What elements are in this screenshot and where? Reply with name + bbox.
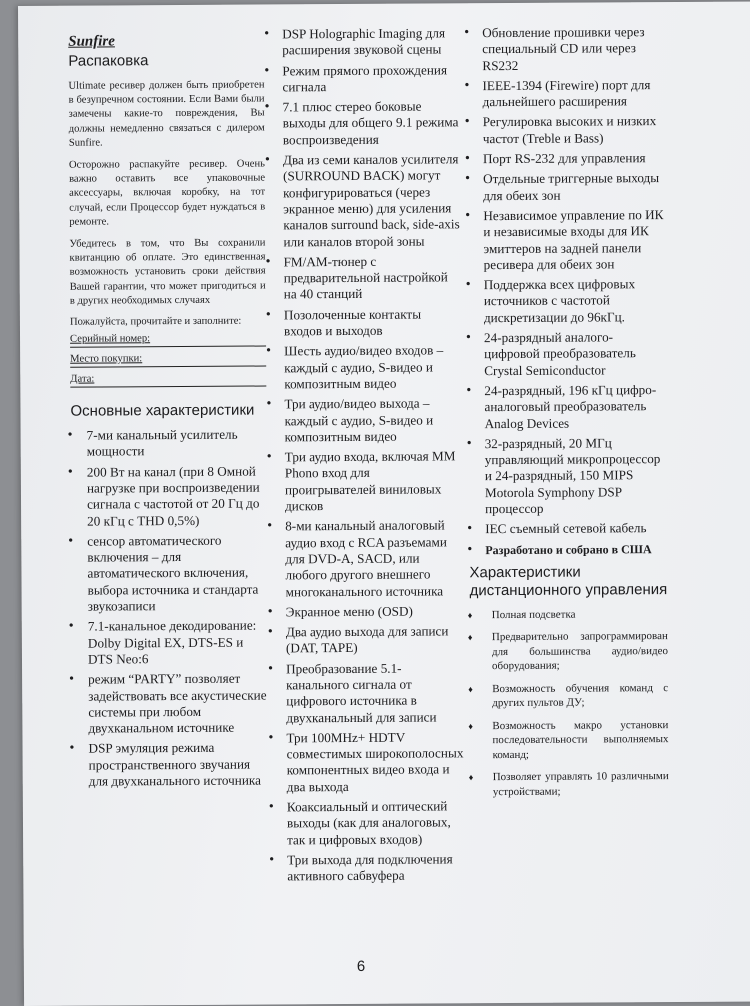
place-of-purchase-field: Место покупки: (70, 353, 266, 368)
list-item: ♦ Полная подсветка (467, 608, 576, 622)
list-item: • сенсор автоматического включения – для автоматического включения, выбора источника и стандарта звукозаписи (68, 532, 259, 614)
list-item: • 7-ми канальный усилитель мощности (67, 426, 238, 459)
fill-in-intro: Пожалуйста, прочитайте и заполните: (69, 315, 242, 328)
list-item: • 24-разрядный аналого-цифровой преобразователь Crystal Semiconductor (465, 329, 636, 378)
list-item: • Два из семи каналов усилителя (SURROUND BACK) могут конфигурироваться (через экранное меню) для усиления каналов surround back, side-axis или каналов второй зоны (264, 151, 460, 249)
document-page (18, 1, 750, 1006)
bullet-icon: • (264, 99, 270, 115)
bullet-icon: • (264, 63, 270, 79)
list-item: • 8-ми канальный аналоговый аудио вход с RCA разъемами для DVD-A, SACD, или любого другого внешнего многоканального источника (267, 517, 447, 599)
bullet-icon: • (266, 396, 272, 412)
list-item: • Три аудио входа, включая MM Phono вход для проигрывателей виниловых дисков (266, 448, 456, 514)
list-item: • FM/AM-тюнер с предварительной настройкой на 40 станций (265, 253, 448, 302)
remote-features-list (464, 607, 669, 800)
bullet-icon: • (68, 533, 74, 549)
list-item: • Независимое управление по ИК и независимые входы для ИК эмиттеров на задней панели ресивера для обеих зон (465, 207, 664, 273)
bullet-icon: • (266, 343, 272, 359)
column-3 (460, 24, 669, 808)
list-item: • Шесть аудио/видео входов – каждый с аудио, S-видео и композитным видео (266, 342, 444, 392)
list-item: • Два аудио выхода для записи (DAT, TAPE) (267, 623, 449, 656)
list-item: • IEC съемный сетевой кабель (467, 520, 647, 537)
bullet-icon: • (268, 730, 274, 746)
serial-number-field: Серийный номер: (70, 333, 266, 348)
features-list-2 (260, 25, 465, 885)
list-item: • 200 Вт на канал (при 8 Омной нагрузке при воспроизведении сигнала с частотой от 20 Гц до 20 кГц с THD 0,5%) (67, 463, 260, 529)
features-list-3 (460, 24, 667, 558)
bullet-icon: • (265, 307, 271, 323)
page-number: 6 (356, 957, 366, 975)
brand-logo: Sunfire (68, 33, 115, 50)
list-item: • 7.1-канальное декодирование: Dolby Digital EX, DTS-ES и DTS Neo:6 (68, 617, 257, 667)
features-list-1 (57, 427, 269, 791)
column-1 (54, 26, 272, 794)
bullet-icon: • (464, 25, 470, 41)
list-item: • Поддержка всех цифровых источников с частотой дискретизации до 96кГц. (465, 276, 636, 325)
bullet-icon: • (67, 464, 73, 480)
diamond-bullet-icon: ♦ (468, 684, 473, 695)
bullet-icon: • (68, 618, 74, 635)
bullet-icon: • (464, 151, 470, 167)
list-item: • Обновление прошивки через специальный CD или через RS232 (464, 24, 645, 73)
main-features-heading: Основные характеристики (70, 401, 255, 420)
date-field: Дата: (70, 373, 266, 388)
list-item: • DSP эмуляция режима пространственного звучания для двухканального источника (69, 740, 261, 789)
list-item: • 32-разрядный, 20 МГц управляющий микропроцессор и 24-разрядный, 150 MIPS Motorola Symphony DSP процессор (466, 435, 661, 517)
list-item: ♦ Возможность макро установки последовательности выполняемых команд; (468, 718, 669, 762)
list-item: ♦ Предварительно запрограммирован для большинства аудио/видео оборудования; (467, 630, 668, 673)
list-item: • 24-разрядный, 196 кГц цифро-аналоговый преобразователь Analog Devices (466, 382, 657, 431)
bullet-icon: • (267, 624, 273, 640)
list-item: • IEEE-1394 (Firewire) порт для дальнейшего расширения (464, 77, 651, 110)
bullet-icon: • (69, 671, 75, 687)
diamond-bullet-icon: ♦ (468, 721, 474, 732)
list-item: • Режим прямого прохождения сигнала (264, 61, 448, 95)
bullet-icon: • (464, 78, 470, 94)
list-item: • Три 100MHz+ HDTV совместимых широкополосных компонентных видео входа и два выхода (268, 729, 464, 795)
bullet-icon: • (464, 114, 470, 130)
bullet-icon: • (467, 521, 473, 537)
list-item: • DSP Holographic Imaging для расширения звуковой сцены (264, 25, 446, 58)
list-item: • Три аудио/видео выхода – каждый с аудио, S-видео и композитным видео (266, 395, 434, 445)
bullet-icon: • (466, 383, 472, 399)
bullet-icon: • (67, 427, 73, 443)
bullet-icon: • (267, 604, 273, 620)
list-item: • 7.1 плюс стерео боковые выходы для общего 9.1 режима воспроизведения (264, 98, 459, 148)
list-item: • Отдельные триггерные выходы для обеих зон (465, 170, 660, 203)
list-item: • Порт RS-232 для управления (464, 150, 646, 167)
unpacking-heading: Распаковка (68, 52, 149, 70)
bullet-icon: • (268, 799, 274, 815)
bullet-icon: • (465, 208, 471, 224)
list-item: ♦ Позволяет управлять 10 различными устройствами; (468, 770, 669, 799)
list-item: • Экранное меню (OSD) (267, 603, 413, 620)
bullet-icon: • (264, 26, 270, 42)
list-item: • Регулировка высоких и низких частот (Treble и Bass) (464, 113, 657, 146)
bullet-icon: • (465, 171, 471, 187)
paragraph-receipt: Убедитесь в том, что Вы сохранили квитанцию об оплате. Это единственная возможность установить сроки действия Вашей гарантии, что может пригодиться и в других необходимых случаях (69, 237, 266, 307)
paragraph-unpack: Осторожно распакуйте ресивер. Очень важно оставить все упаковочные аксессуары, включая коробку, на тот случай, если Процессор будет нуждаться в ремонте. (68, 158, 266, 228)
bullet-icon: • (268, 661, 274, 677)
bullet-icon: • (264, 152, 270, 168)
made-in-usa: • Разработано и собрано в США (467, 541, 652, 557)
bullet-icon: • (266, 449, 272, 465)
list-item: • Позолоченные контакты входов и выходов (265, 306, 422, 339)
list-item: ♦ Возможность обучения команд с других пультов ДУ; (468, 681, 669, 710)
list-item: • Три выхода для подключения активного сабвуфера (269, 851, 453, 884)
bullet-icon: • (465, 277, 471, 293)
remote-features-heading: Характеристики дистанционного управления (469, 563, 668, 600)
bullet-icon: • (267, 518, 273, 534)
paragraph-condition: Ultimate ресивер должен быть приобретен в безупречном состоянии. Если Вами были замечены какие-то повреждения, Вы должны немедленно связаться с дилером Sunfire. (68, 79, 265, 149)
bullet-icon: • (265, 254, 271, 270)
bullet-icon: • (467, 541, 473, 557)
list-item: • Преобразование 5.1-канального сигнала от цифрового источника в двухканальный для записи (268, 660, 437, 725)
list-item: • Коаксиальный и оптический выходы (как для аналоговых, так и цифровых входов) (268, 798, 451, 848)
bullet-icon: • (69, 741, 75, 757)
bullet-icon: • (465, 330, 471, 346)
bullet-icon: • (269, 852, 275, 868)
diamond-bullet-icon: ♦ (467, 610, 473, 621)
diamond-bullet-icon: ♦ (468, 772, 474, 783)
bullet-icon: • (466, 436, 472, 452)
column-2 (260, 25, 465, 889)
diamond-bullet-icon: ♦ (467, 632, 473, 643)
list-item: • режим “PARTY” позволяет задействовать все акустические системы при любом двухканальном источнике (69, 670, 267, 736)
